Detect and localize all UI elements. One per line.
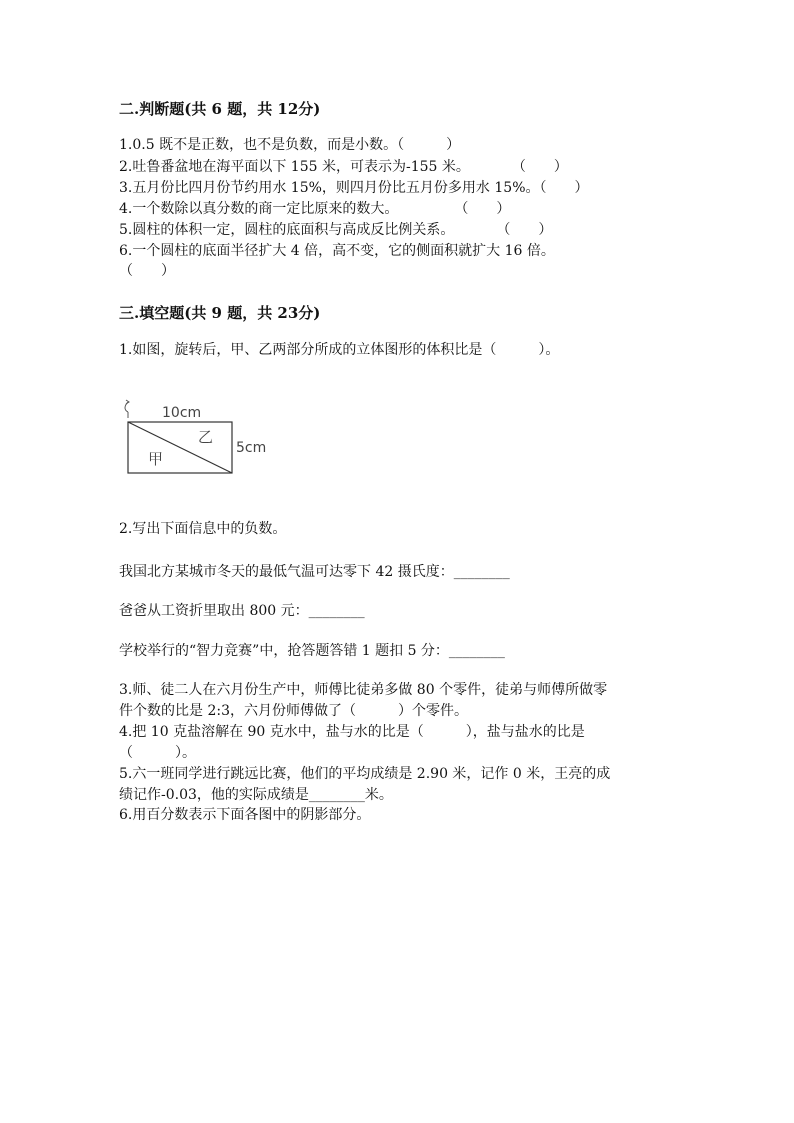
rectangle-figure — [118, 396, 278, 480]
diagonal-line — [128, 422, 232, 473]
section-3-heading: 三.填空题(共 9 题，共 23分) — [119, 304, 321, 322]
fill-q4-line2: （ ）。 — [119, 745, 196, 761]
side-length-label: 5cm — [236, 440, 267, 456]
fill-q1: 1.如图，旋转后，甲、乙两部分所成的立体图形的体积比是（ ）。 — [119, 342, 560, 358]
judge-item-3: 3.五月份比四月份节约用水 15%，则四月份比五月份多用水 15%。（ ） — [119, 180, 589, 196]
judge-item-1: 1.0.5 既不是正数，也不是负数，而是小数。（ ） — [119, 137, 461, 153]
top-length-label: 10cm — [162, 405, 202, 421]
judge-item-4: 4.一个数除以真分数的商一定比原来的数大。 （ ） — [119, 201, 511, 217]
section-2-heading: 二.判断题(共 6 题，共 12分) — [119, 100, 321, 118]
fill-q4-line1: 4.把 10 克盐溶解在 90 克水中，盐与水的比是（ ），盐与盐水的比是 — [119, 724, 585, 740]
judge-item-5: 5.圆柱的体积一定，圆柱的底面积与高成反比例关系。 （ ） — [119, 222, 553, 238]
fill-q5-line1: 5.六一班同学进行跳远比赛，他们的平均成绩是 2.90 米，记作 0 米，王亮的成 — [119, 766, 611, 782]
fill-q2-b: 爸爸从工资折里取出 800 元：________ — [119, 603, 365, 619]
fill-q2-a: 我国北方某城市冬天的最低气温可达零下 42 摄氏度：________ — [119, 564, 510, 580]
fill-q2: 2.写出下面信息中的负数。 — [119, 521, 287, 537]
part-b-label: 乙 — [198, 428, 214, 446]
fill-q5-line2: 绩记作-0.03，他的实际成绩是________米。 — [119, 787, 393, 803]
fill-q3-line2: 件个数的比是 2:3，六月份师傅做了（ ）个零件。 — [119, 703, 468, 719]
fill-q3-line1: 3.师、徒二人在六月份生产中，师傅比徒弟多做 80 个零件，徒弟与师傅所做零 — [119, 682, 608, 698]
judge-item-6-answer: （ ） — [119, 263, 175, 279]
judge-item-2: 2.吐鲁番盆地在海平面以下 155 米，可表示为-155 米。 （ ） — [119, 159, 568, 175]
fill-q2-c: 学校举行的“智力竞赛”中，抢答题答错 1 题扣 5 分：________ — [119, 643, 505, 659]
fill-q6: 6.用百分数表示下面各图中的阴影部分。 — [119, 807, 371, 823]
judge-item-6: 6.一个圆柱的底面半径扩大 4 倍，高不变，它的侧面积就扩大 16 倍。 — [119, 243, 555, 259]
part-a-label: 甲 — [148, 450, 164, 468]
